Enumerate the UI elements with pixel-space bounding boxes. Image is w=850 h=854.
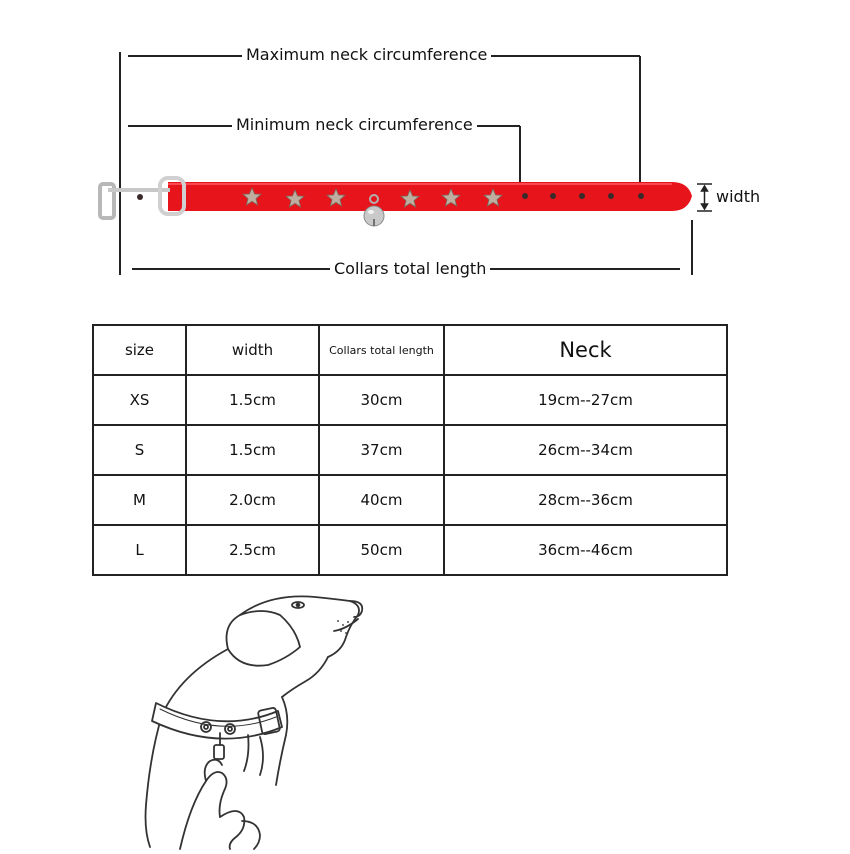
size-chart-table [92, 324, 728, 576]
cell-width: 2.0cm [186, 475, 319, 525]
table-header-row [93, 325, 727, 375]
cell-neck: 26cm--34cm [444, 425, 727, 475]
cell-total-length: 37cm [319, 425, 444, 475]
cell-neck: 19cm--27cm [444, 375, 727, 425]
header-total-length: Collars total length [319, 325, 444, 375]
dog-illustration [110, 585, 410, 850]
cell-size: S [93, 425, 186, 475]
min-neck-label: Minimum neck circumference [232, 115, 477, 135]
cell-size: M [93, 475, 186, 525]
cell-size: L [93, 525, 186, 575]
header-size: size [93, 325, 186, 375]
cell-total-length: 40cm [319, 475, 444, 525]
max-neck-label: Maximum neck circumference [242, 45, 491, 65]
cell-width: 1.5cm [186, 375, 319, 425]
table-row [93, 475, 727, 525]
collar-measurement-diagram [0, 0, 850, 300]
header-neck: Neck [444, 325, 727, 375]
dog-with-collar-icon [110, 585, 410, 850]
cell-width: 1.5cm [186, 425, 319, 475]
width-arrow [697, 184, 712, 211]
table-row [93, 425, 727, 475]
cell-neck: 28cm--36cm [444, 475, 727, 525]
width-label: width [716, 187, 761, 206]
header-width: width [186, 325, 319, 375]
cell-width: 2.5cm [186, 525, 319, 575]
table-row [93, 375, 727, 425]
cell-total-length: 50cm [319, 525, 444, 575]
table-row [93, 525, 727, 575]
cell-size: XS [93, 375, 186, 425]
cell-total-length: 30cm [319, 375, 444, 425]
total-length-label: Collars total length [330, 259, 490, 279]
cell-neck: 36cm--46cm [444, 525, 727, 575]
